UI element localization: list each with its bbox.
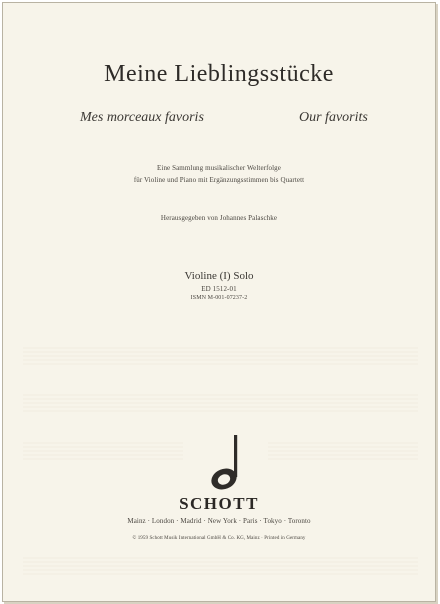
schott-logo-icon bbox=[209, 433, 243, 493]
score-cover-page bbox=[2, 2, 436, 602]
edition-number: ED 1512-01 bbox=[201, 285, 237, 293]
page-title: Meine Lieblingsstücke bbox=[104, 61, 334, 87]
copyright-notice: © 1959 Schott Musik International GmbH & Co. KG, Mainz · Printed in Germany bbox=[132, 536, 306, 541]
subtitle-english: Our favorits bbox=[299, 110, 368, 125]
description-line-2: für Violine und Piano mit Ergänzungsstimmen bis Quartett bbox=[133, 176, 305, 184]
ismn-number: ISMN M-001-07237-2 bbox=[190, 295, 248, 301]
editor-credit: Herausgegeben von Johannes Palaschke bbox=[160, 214, 278, 222]
subtitle-french: Mes morceaux favoris bbox=[80, 110, 204, 125]
publisher-cities: Mainz · London · Madrid · New York · Paris · Tokyo · Toronto bbox=[127, 517, 311, 525]
description-line-1: Eine Sammlung musikalischer Welterfolge bbox=[157, 164, 281, 172]
instrument-part: Violine (I) Solo bbox=[184, 270, 254, 282]
publisher-name: SCHOTT bbox=[179, 494, 259, 513]
